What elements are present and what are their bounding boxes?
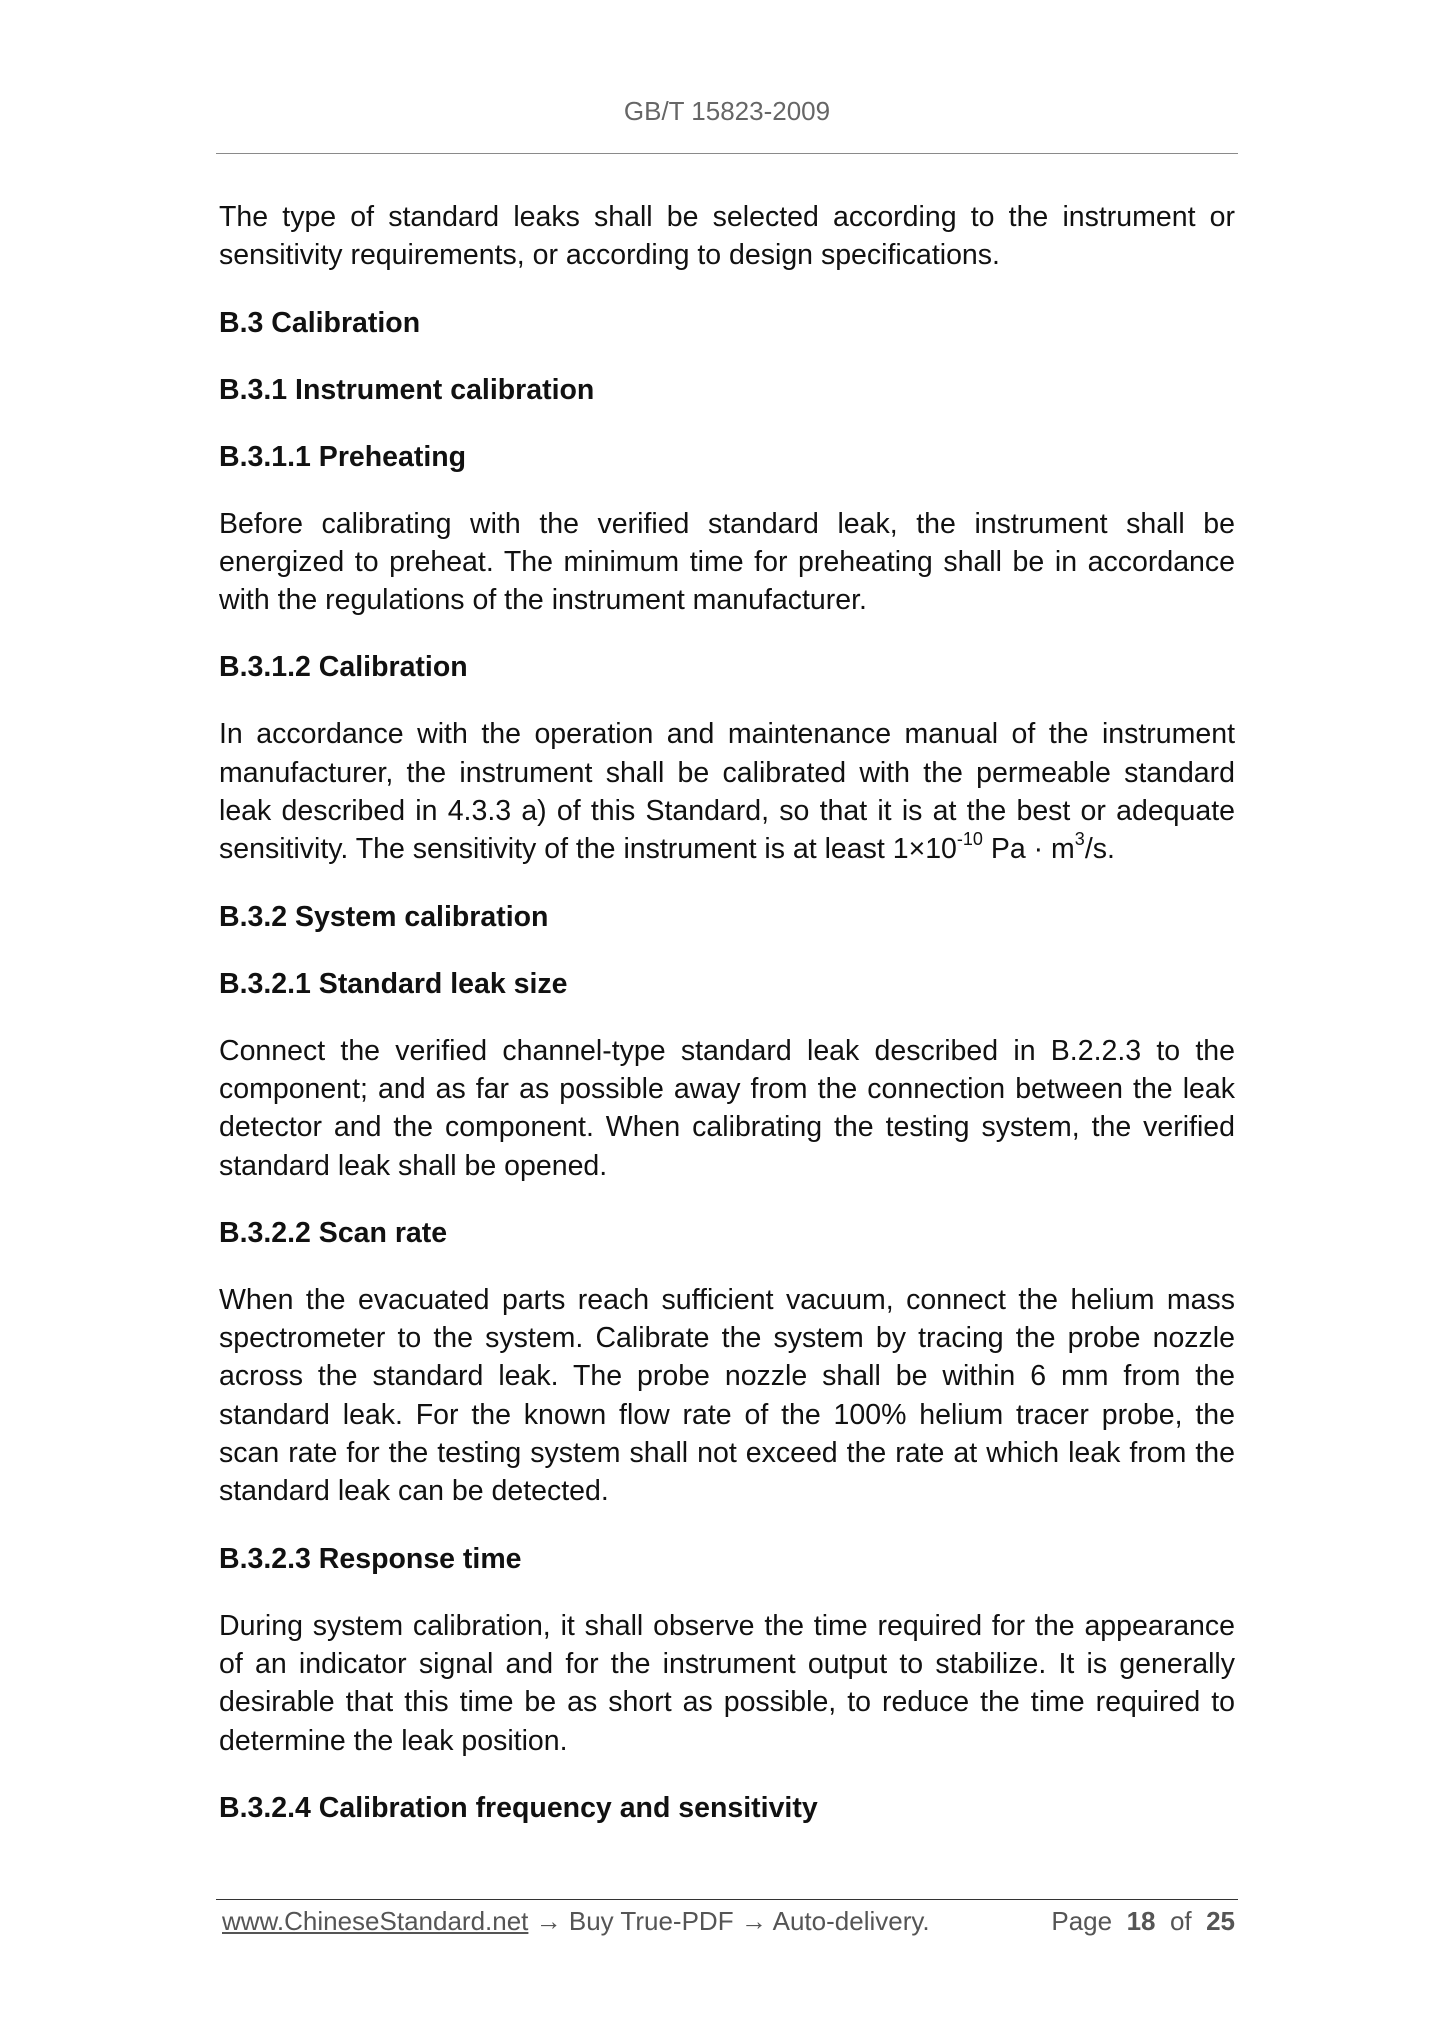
page-footer <box>222 1906 1235 1937</box>
scan-rate-paragraph: When the evacuated parts reach sufficient vacuum, connect the helium mass spectrometer to the system. Calibrate the system by tracing the probe nozzle across the standard leak. The probe nozzle shall be within 6 mm from the standard leak. For the known flow rate of the 100% helium tracer probe, the scan rate for the testing system shall not exceed the rate at which leak from the standard leak can be detected. <box>219 1283 1235 1508</box>
exponent-3: 3 <box>1074 829 1085 850</box>
page-content <box>219 198 1235 1856</box>
arrow-right-icon: → <box>535 1906 562 1936</box>
heading-b3-2-4: B.3.2.4 Calibration frequency and sensitivity <box>219 1791 818 1824</box>
heading-b3-1-2: B.3.1.2 Calibration <box>219 651 468 684</box>
page-label: Page <box>1051 1906 1113 1936</box>
calibration-paragraph <box>219 715 1235 868</box>
document-code-header: GB/T 15823-2009 <box>623 96 831 126</box>
heading-b3-1: B.3.1 Instrument calibration <box>219 373 595 406</box>
heading-b3-2: B.3.2 System calibration <box>219 900 549 933</box>
intro-paragraph: The type of standard leaks shall be selected according to the instrument or sensitivity requirements, or according to design specifications. <box>219 201 1235 272</box>
header-divider <box>216 153 1238 154</box>
heading-b3: B.3 Calibration <box>219 306 421 339</box>
page-number: 18 <box>1126 1906 1156 1936</box>
buy-true-pdf-text: Buy True-PDF <box>568 1906 734 1936</box>
standard-leak-size-paragraph: Connect the verified channel-type standard leak described in B.2.2.3 to the component; and as far as possible away from the connection between the leak detector and the component. When calibrating the testing system, the verified standard leak shall be opened. <box>219 1034 1235 1182</box>
heading-b3-1-1: B.3.1.1 Preheating <box>219 440 467 473</box>
website-link[interactable]: www.ChineseStandard.net <box>222 1906 529 1936</box>
arrow-right-icon: → <box>740 1906 767 1936</box>
unit-end: /s. <box>1084 833 1115 866</box>
heading-b3-2-3: B.3.2.3 Response time <box>219 1542 522 1575</box>
footer-divider <box>216 1899 1238 1900</box>
page-indicator <box>1051 1906 1235 1937</box>
heading-b3-2-2: B.3.2.2 Scan rate <box>219 1216 448 1249</box>
response-time-paragraph: During system calibration, it shall observe the time required for the appearance of an indicator signal and for the instrument output to stabilize. It is generally desirable that this time be as short as possible, to reduce the time required to determine the leak position. <box>219 1609 1235 1757</box>
page-total: 25 <box>1206 1906 1235 1936</box>
preheating-paragraph: Before calibrating with the verified standard leak, the instrument shall be energized to preheat. The minimum time for preheating shall be in accordance with the regulations of the instrument manufacturer. <box>219 507 1235 617</box>
auto-delivery-text: Auto-delivery. <box>772 1906 930 1936</box>
unit-text: Pa · m <box>982 833 1075 866</box>
of-label: of <box>1169 1906 1192 1936</box>
exponent-minus-10: -10 <box>956 829 983 850</box>
footer-left <box>222 1906 930 1937</box>
calibration-text: In accordance with the operation and maintenance manual of the instrument manufacturer, the instrument shall be calibrated with the permeable standard leak described in 4.3.3 a) of this Standard, so that it is at the best or adequate sensitivity. The sensitivity of the instrument is at least 1×10 <box>219 718 1235 866</box>
heading-b3-2-1: B.3.2.1 Standard leak size <box>219 967 568 1000</box>
